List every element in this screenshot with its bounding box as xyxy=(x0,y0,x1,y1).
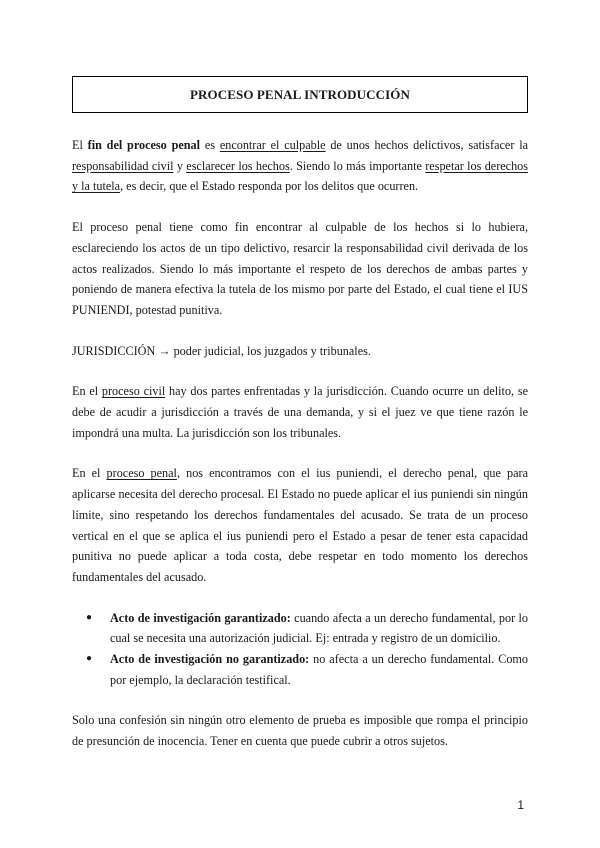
text-run: . Siendo lo más importante xyxy=(289,158,426,173)
underlined-term: encontrar el culpable xyxy=(219,138,326,152)
text-run: El xyxy=(72,138,88,152)
paragraph-jurisdiccion: JURISDICCIÓN → poder judicial, los juzgados y tribunales. xyxy=(72,343,371,358)
paragraph-proceso-civil xyxy=(72,381,528,443)
list-item xyxy=(72,608,528,649)
text-run: es xyxy=(200,138,220,152)
text-run: de unos hechos delictivos, satisfacer la xyxy=(325,138,528,152)
paragraph-purpose: El proceso penal tiene como fin encontrar al culpable de los hechos si lo hubiera, esclareciendo los actos de un tipo delictivo, resarcir la responsabilidad civil derivada de los actos realizados. Siendo lo más importante el respeto de los derechos de ambas partes y poniendo de manera efectiva la tutela de los mismo por parte del Estado, el cual tiene el IUS PUNIENDI, potestad punitiva. xyxy=(72,220,528,317)
paragraph-confesion: Solo una confesión sin ningún otro elemento de prueba es imposible que rompa el principio de presunción de inocencia. Tener en cuenta que puede cubrir a otros sujetos. xyxy=(72,713,528,749)
underlined-term: proceso civil xyxy=(101,384,166,399)
paragraph-intro xyxy=(72,135,528,197)
document-page xyxy=(72,76,528,772)
text-run: En el xyxy=(72,384,102,399)
page-title: PROCESO PENAL INTRODUCCIÓN xyxy=(72,76,528,113)
bullet-icon: ● xyxy=(86,611,93,623)
bullet-heading: Acto de investigación garantizado: xyxy=(110,610,291,625)
bullet-icon: ● xyxy=(86,653,93,665)
list-item xyxy=(72,649,528,690)
bullet-heading: Acto de investigación no garantizado: xyxy=(110,652,310,667)
bold-term: fin del proceso penal xyxy=(87,138,201,152)
text-run: , es decir, que el Estado responda por los delitos que ocurren. xyxy=(120,179,419,194)
underlined-term: esclarecer los hechos xyxy=(186,158,290,173)
text-run: , nos encontramos con el ius puniendi, el derecho penal, que para aplicarse necesita del derecho procesal. El Estado no puede aplicar el ius puniendi sin ningún límite, sino respetando los derechos fundamentales del acusado. Se trata de un proceso vertical en el que se aplica el ius puniendi pero el Estado a pesar de tener esta capacidad punitiva no puede aplicar a toda costa, debe respetar en todo momento los derechos fundamentales del acusado. xyxy=(72,466,529,584)
bullet-text: cuando afecta a un derecho fundamental, por lo cual se necesita una autorización judicial. Ej: entrada y registro de un domicilio. xyxy=(110,610,528,646)
page-number: 1 xyxy=(517,798,524,812)
bullet-list xyxy=(72,608,528,691)
text-run: En el xyxy=(72,466,107,481)
paragraph-proceso-penal xyxy=(72,463,528,587)
underlined-term: proceso penal xyxy=(106,466,177,481)
text-run: y xyxy=(173,158,187,173)
underlined-term: respetar los derechos y la tutela xyxy=(72,158,529,194)
underlined-term: responsabilidad civil xyxy=(72,158,174,173)
bullet-text: no afecta a un derecho fundamental. Como por ejemplo, la declaración testifical. xyxy=(110,652,528,687)
text-run: hay dos partes enfrentadas y la jurisdicción. Cuando ocurre un delito, se debe de acudir a jurisdicción a través de una demanda, y si el juez ve que tiene razón le impondrá una multa. La jurisdicción son los tribunales. xyxy=(72,384,528,440)
